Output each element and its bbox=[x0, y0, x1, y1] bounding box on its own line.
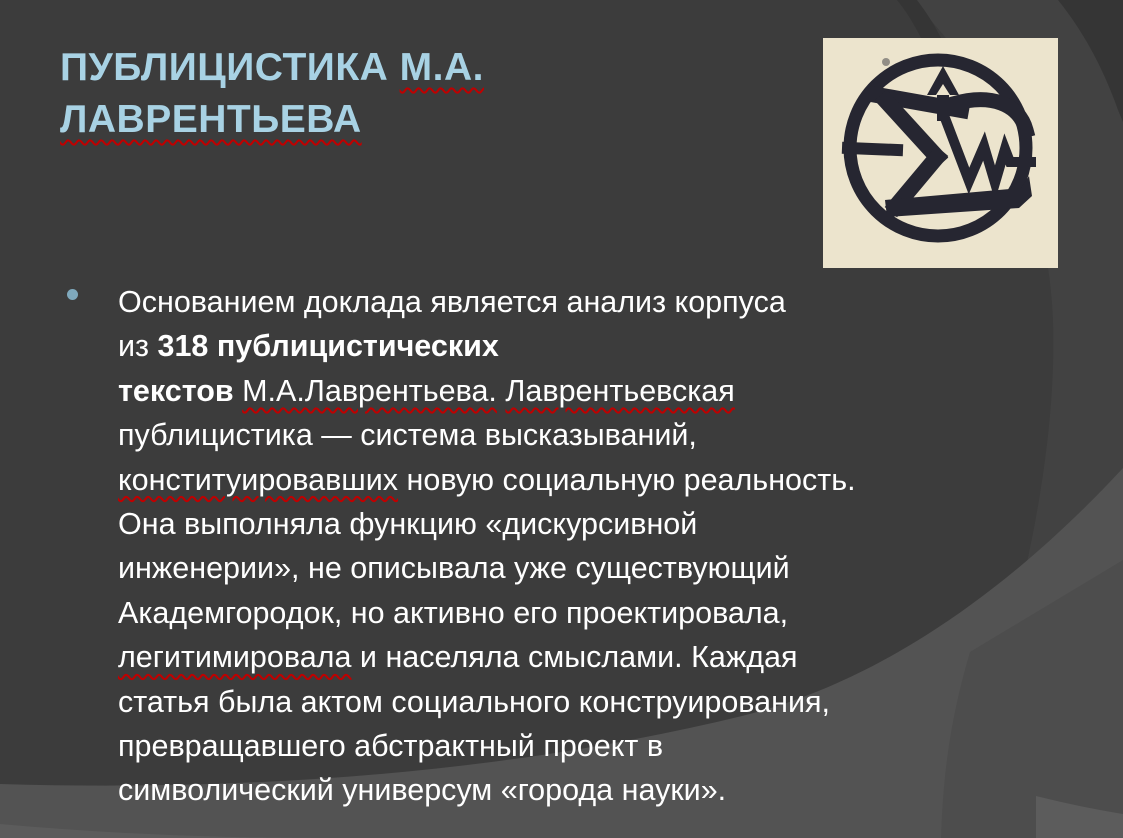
text-line bbox=[118, 635, 1078, 679]
sigma-emblem bbox=[823, 38, 1058, 268]
text-line bbox=[118, 768, 1078, 812]
text-run: Основанием доклада является анализ корпуса bbox=[118, 285, 786, 319]
text-run: публицистика — система высказываний, bbox=[118, 418, 697, 453]
text-line bbox=[118, 280, 1078, 324]
text-line bbox=[118, 546, 1078, 590]
text-run bbox=[234, 374, 242, 408]
text-run: ПУБЛИЦИСТИКА bbox=[60, 46, 400, 89]
text-run: превращавшего абстрактный проект в bbox=[118, 729, 664, 764]
text-run: из bbox=[118, 329, 158, 364]
text-run: текстов bbox=[118, 373, 234, 408]
text-line bbox=[118, 413, 1078, 457]
text-line bbox=[118, 724, 1078, 768]
text-run: 318 публицистических bbox=[157, 329, 499, 364]
arrow-glyph bbox=[927, 66, 959, 95]
text-run: Лаврентьевская bbox=[505, 373, 735, 408]
text-run: и населяла смыслами. Каждая bbox=[351, 640, 798, 675]
text-line bbox=[118, 502, 1078, 546]
text-line bbox=[118, 591, 1078, 635]
text-line bbox=[118, 324, 1078, 368]
text-line bbox=[118, 458, 1078, 502]
bullet-text bbox=[118, 280, 1078, 813]
text-line bbox=[118, 369, 1078, 413]
text-run: М.А. bbox=[399, 46, 484, 89]
bullet-marker bbox=[67, 289, 78, 300]
text-line bbox=[60, 94, 700, 146]
slide-title bbox=[60, 42, 700, 146]
text-run: легитимировала bbox=[118, 640, 352, 675]
text-run: статья была актом социального конструирования, bbox=[118, 684, 830, 719]
text-run: Она выполняла функцию «дискурсивной bbox=[118, 507, 698, 542]
text-run: новую социальную реальность. bbox=[398, 462, 856, 497]
sigma-emblem-image bbox=[823, 38, 1058, 268]
text-run: ЛАВРЕНТЬЕВА bbox=[60, 98, 362, 141]
text-line bbox=[60, 42, 700, 94]
arrow-stem bbox=[937, 95, 949, 121]
text-line bbox=[118, 680, 1078, 724]
text-run: М.А.Лаврентьева. bbox=[242, 373, 497, 408]
text-run: Академгородок, но активно его проектировала, bbox=[118, 595, 789, 630]
text-run: инженерии», не описывала уже существующий bbox=[118, 551, 790, 586]
paper-blemish bbox=[882, 58, 890, 66]
text-run: символический универсум «города науки». bbox=[118, 773, 727, 808]
text-run: конституировавших bbox=[118, 462, 399, 497]
left-dash bbox=[848, 148, 897, 150]
